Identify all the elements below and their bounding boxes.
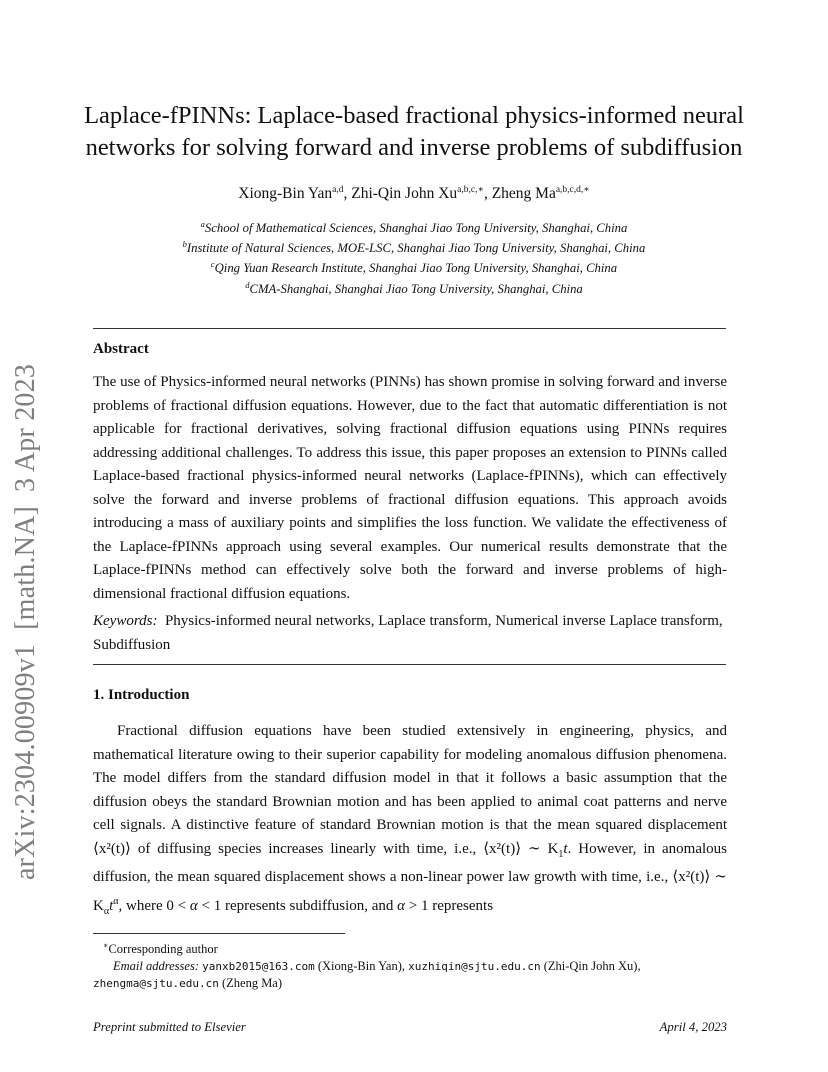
email-address[interactable]: xuzhiqin@sjtu.edu.cn: [408, 960, 541, 974]
author-name: Zheng Ma: [491, 185, 556, 203]
author-separator: ,: [343, 185, 352, 203]
intro-text: of diffusing species increases linearly with time, i.e.,: [130, 840, 484, 857]
math-linear-law: [483, 840, 568, 860]
footnote-emails: [93, 958, 727, 975]
math-variable: t: [563, 840, 568, 857]
footnotes: [93, 937, 727, 992]
intro-text: . However, in anomalous diffusion, the mean squared displacement shows a non-linear power law growth with time, i.e.,: [93, 840, 728, 885]
author-marks: a,d: [332, 185, 344, 195]
math-variable: t: [109, 897, 114, 914]
affiliation-mark: a: [200, 219, 205, 229]
math-linear-law-lhs: ⟨x²(t)⟩ ∼ K: [483, 840, 559, 857]
title-line-1: Laplace-fPINNs: Laplace-based fractional physics-informed neural: [84, 102, 744, 129]
author-marks: a,b,c,∗: [457, 185, 484, 195]
arxiv-stamp: [10, 350, 42, 880]
abstract-top-divider: [93, 328, 726, 329]
arxiv-category: [math.NA]: [10, 505, 41, 630]
affiliation-item: [60, 256, 768, 276]
affiliation-text: CMA-Shanghai, Shanghai Jiao Tong University, Shanghai, China: [249, 281, 583, 296]
footnote-emails-cont: [93, 975, 727, 992]
page-footer: [93, 1020, 727, 1035]
math-power-law-lhs: ⟨x²(t)⟩ ∼ K: [93, 869, 727, 914]
intro-text: > 1 represents: [405, 897, 494, 914]
affiliation-item: [60, 236, 768, 256]
math-subscript: 1: [558, 848, 564, 860]
footer-date: April 4, 2023: [659, 1020, 727, 1034]
abstract-text: The use of Physics-informed neural networks (PINNs) has shown promise in solving forward and inverse problems of fractional diffusion equations. However, due to the fact that automatic differentiation is not applicable for fractional derivatives, solving fractional diffusion equations using PINNs requires addressing additional challenges. To address this issue, this paper proposes an extension to PINNs called Laplace-based fractional physics-informed neural networks (Laplace-fPINNs), which can effectively solve the forward and inverse problems of fractional diffusion equations. This approach avoids introducing a mass of auxiliary points and simplifies the loss function. We validate the effectiveness of the Laplace-fPINNs approach using several examples. Our numerical results demonstrate that the Laplace-fPINNs method can effectively solve both the forward and inverse problems of high-dimensional fractional diffusion equations.: [93, 374, 727, 602]
email-owner: (Zheng Ma): [221, 976, 283, 991]
affiliation-item: [60, 216, 768, 236]
intro-text: , where 0 <: [118, 897, 190, 914]
section-heading-introduction: 1. Introduction: [93, 687, 190, 703]
paper-title: [60, 100, 768, 164]
email-owner: (Zhi-Qin John Xu),: [543, 959, 641, 974]
footnote-corresponding: [93, 937, 727, 958]
intro-text: Fractional diffusion equations have been studied extensively in engineering, physics, and mathematical literature owing to their superior capability for modeling anomalous diffusion phenomena. The model differs from the standard diffusion model in that it follows a basic assumption that the diffusion obeys the standard Brownian motion and has been applied to animal coat patterns and nerve cell signals. A distinctive feature of standard Brownian motion is that the mean squared displacement: [93, 723, 727, 833]
email-address[interactable]: yanxb2015@163.com: [202, 960, 315, 974]
math-superscript: α: [113, 895, 119, 907]
math-alpha: α: [189, 897, 198, 914]
author-name: Xiong-Bin Yan: [238, 185, 333, 203]
keywords: [93, 610, 727, 657]
abstract-heading: Abstract: [93, 341, 149, 357]
affiliation-mark: c: [210, 259, 215, 270]
keywords-text: Physics-informed neural networks, Laplace transform, Numerical inverse Laplace transform, Subdiffusion: [93, 613, 723, 653]
introduction-paragraph: [93, 720, 727, 923]
author-name: Zhi-Qin John Xu: [351, 185, 458, 203]
abstract-bottom-divider: [93, 664, 726, 665]
author-marks: a,b,c,d,∗: [555, 185, 590, 195]
footnote-mark: ∗: [103, 941, 109, 950]
email-label: Email addresses:: [113, 959, 199, 974]
affiliation-text: Qing Yuan Research Institute, Shanghai Jiao Tong University, Shanghai, China: [214, 261, 618, 276]
affiliation-list: [60, 216, 768, 297]
affiliation-item: [60, 277, 768, 297]
email-owner: (Xiong-Bin Yan),: [317, 959, 406, 974]
author-separator: ,: [483, 185, 492, 203]
footer-preprint-note: Preprint submitted to Elsevier: [93, 1020, 246, 1034]
affiliation-text: Institute of Natural Sciences, MOE-LSC, Shanghai Jiao Tong University, Shanghai, China: [186, 241, 646, 256]
author-list: [60, 184, 768, 203]
arxiv-id: arXiv:2304.00909v1: [10, 643, 41, 880]
math-alpha: α: [397, 897, 406, 914]
affiliation-mark: b: [182, 239, 187, 250]
footnote-divider: [93, 933, 345, 934]
footnote-corresponding-text: Corresponding author: [108, 942, 218, 957]
email-address[interactable]: zhengma@sjtu.edu.cn: [93, 977, 219, 991]
intro-text: < 1 represents subdiffusion, and: [197, 897, 398, 914]
math-msd: ⟨x²(t)⟩: [93, 840, 131, 857]
affiliation-text: School of Mathematical Sciences, Shanghai Jiao Tong University, Shanghai, China: [204, 221, 628, 236]
keywords-label: Keywords:: [93, 613, 158, 629]
affiliation-mark: d: [245, 279, 250, 290]
math-subscript: α: [103, 905, 110, 917]
title-line-2: networks for solving forward and inverse problems of subdiffusion: [85, 134, 743, 161]
arxiv-date: 3 Apr 2023: [10, 363, 41, 492]
